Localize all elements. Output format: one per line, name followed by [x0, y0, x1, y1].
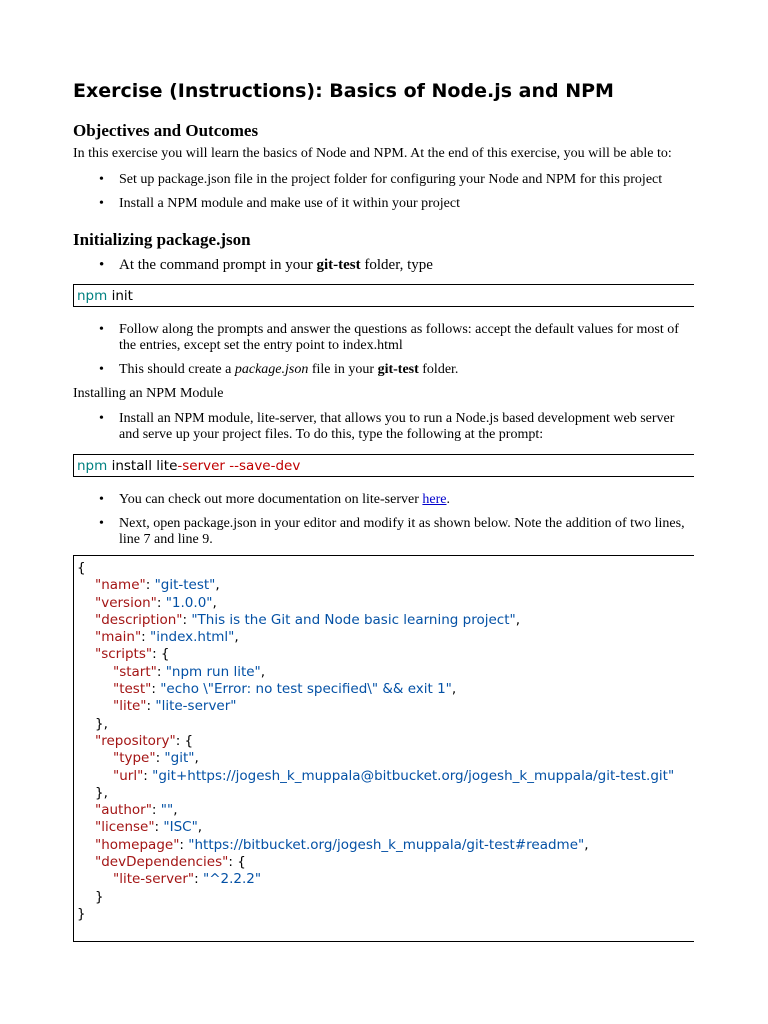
code-line: "homepage": "https://bitbucket.org/jogesh_k_muppala/git-test#readme", [95, 836, 589, 853]
text-run: You can check out more documentation on lite-server [119, 492, 423, 507]
bullet-icon: • [99, 492, 104, 507]
text-run: This should create a [119, 362, 235, 377]
json-key: "license" [95, 819, 155, 836]
json-key: "scripts" [95, 646, 153, 663]
json-key: "version" [95, 594, 157, 611]
json-key: "homepage" [95, 836, 180, 853]
code-line: "author": "", [95, 802, 178, 819]
json-value: "git+https://jogesh_k_muppala@bitbucket.org/jogesh_k_muppala/git-test.git" [152, 767, 675, 784]
install-heading: Installing an NPM Module [73, 386, 224, 401]
json-key: "url" [113, 767, 144, 784]
file-name: package.json [234, 362, 309, 377]
code-line: }, [95, 784, 108, 801]
json-value: "git" [164, 750, 195, 767]
text-run: folder. [418, 362, 459, 377]
json-key: "start" [113, 663, 157, 680]
json-value: "ISC" [163, 819, 198, 836]
list-item-text: Install an NPM module, lite-server, that allows you to run a Node.js based development web server and serve up your project files. To do this, type the following at the prompt: [119, 411, 675, 442]
json-key: "repository" [95, 732, 176, 749]
objectives-intro: In this exercise you will learn the basics of Node and NPM. At the end of this exercise, you will be able to: [73, 146, 672, 161]
bullet-icon: • [99, 362, 104, 377]
text-run: At the command prompt in your [119, 257, 317, 273]
json-value: "index.html" [150, 629, 235, 646]
json-value: "lite-server" [155, 698, 237, 715]
list-item-text: Follow along the prompts and answer the questions as follows: accept the default values for most of the entries, except set the entry point to index.html [119, 322, 679, 353]
code-line: "license": "ISC", [95, 819, 203, 836]
json-value: "npm run lite" [165, 663, 261, 680]
bullet-icon: • [99, 196, 104, 211]
init-heading: Initializing package.json [73, 230, 251, 249]
list-item-text [119, 257, 695, 273]
objectives-heading: Objectives and Outcomes [73, 121, 259, 140]
json-key: "main" [95, 629, 142, 646]
code-arg: init [107, 288, 133, 304]
code-line: "version": "1.0.0", [95, 594, 217, 611]
code-line: } [77, 905, 86, 922]
json-key: "test" [113, 681, 152, 698]
list-item-text [119, 362, 695, 378]
code-line: }, [95, 715, 108, 732]
code-line: "name": "git-test", [95, 577, 220, 594]
code-line: "main": "index.html", [95, 629, 239, 646]
json-key: "author" [95, 802, 152, 819]
code-line: "lite": "lite-server" [113, 698, 237, 715]
text-run: file in your [308, 362, 378, 377]
json-value: "git-test" [154, 577, 216, 594]
docs-link[interactable]: here [422, 492, 447, 507]
code-line: "type": "git", [113, 750, 199, 767]
bullet-icon: • [99, 411, 104, 426]
json-value: "^2.2.2" [202, 871, 262, 888]
folder-name: git-test [377, 362, 419, 377]
list-item-text: Install a NPM module and make use of it within your project [119, 196, 460, 211]
json-value: "" [160, 802, 174, 819]
json-key: "name" [95, 577, 146, 594]
json-key: "devDependencies" [95, 854, 229, 871]
code-block-npm-init [73, 284, 694, 307]
text-run: . [446, 492, 450, 507]
json-key: "type" [113, 750, 156, 767]
code-line: { [77, 560, 86, 576]
bullet-icon: • [99, 322, 104, 337]
list-item-text: Set up package.json file in the project folder for configuring your Node and NPM for this project [119, 172, 663, 187]
json-key: "description" [95, 611, 183, 628]
list-item-text: Next, open package.json in your editor and modify it as shown below. Note the addition of two lines, line 7 and line 9. [119, 516, 685, 547]
page-title: Exercise (Instructions): Basics of Node.js and NPM [73, 80, 614, 102]
json-value: "This is the Git and Node basic learning project" [191, 611, 516, 628]
code-line: "description": "This is the Git and Node basic learning project", [95, 611, 521, 628]
code-line: } [95, 888, 104, 905]
code-line: "scripts": { [95, 646, 170, 663]
code-line: "repository": { [95, 732, 194, 749]
bullet-icon: • [99, 516, 104, 531]
folder-name: git-test [316, 257, 361, 273]
json-value: "1.0.0" [165, 594, 213, 611]
json-value: "echo \"Error: no test specified\" && exit 1" [160, 681, 452, 698]
json-value: "https://bitbucket.org/jogesh_k_muppala/git-test#readme" [188, 836, 585, 853]
bullet-icon: • [99, 172, 104, 187]
code-line: "url": "git+https://jogesh_k_muppala@bitbucket.org/jogesh_k_muppala/git-test.git" [113, 767, 675, 784]
code-line: "lite-server": "^2.2.2" [113, 871, 262, 888]
bullet-icon: • [99, 257, 105, 273]
code-line: "start": "npm run lite", [113, 663, 266, 680]
json-key: "lite" [113, 698, 147, 715]
code-command: npm [77, 288, 108, 304]
text-run: folder, type [360, 257, 433, 273]
code-flag: -server --save-dev [177, 458, 301, 474]
code-line: "devDependencies": { [95, 854, 246, 871]
json-key: "lite-server" [113, 871, 195, 888]
code-arg: install lite [107, 458, 178, 474]
list-item-text [119, 492, 695, 508]
code-block-npm-install [73, 454, 694, 477]
code-line: "test": "echo \"Error: no test specified\" && exit 1", [113, 681, 457, 698]
code-command: npm [77, 458, 108, 474]
code-block-package-json [73, 555, 694, 942]
